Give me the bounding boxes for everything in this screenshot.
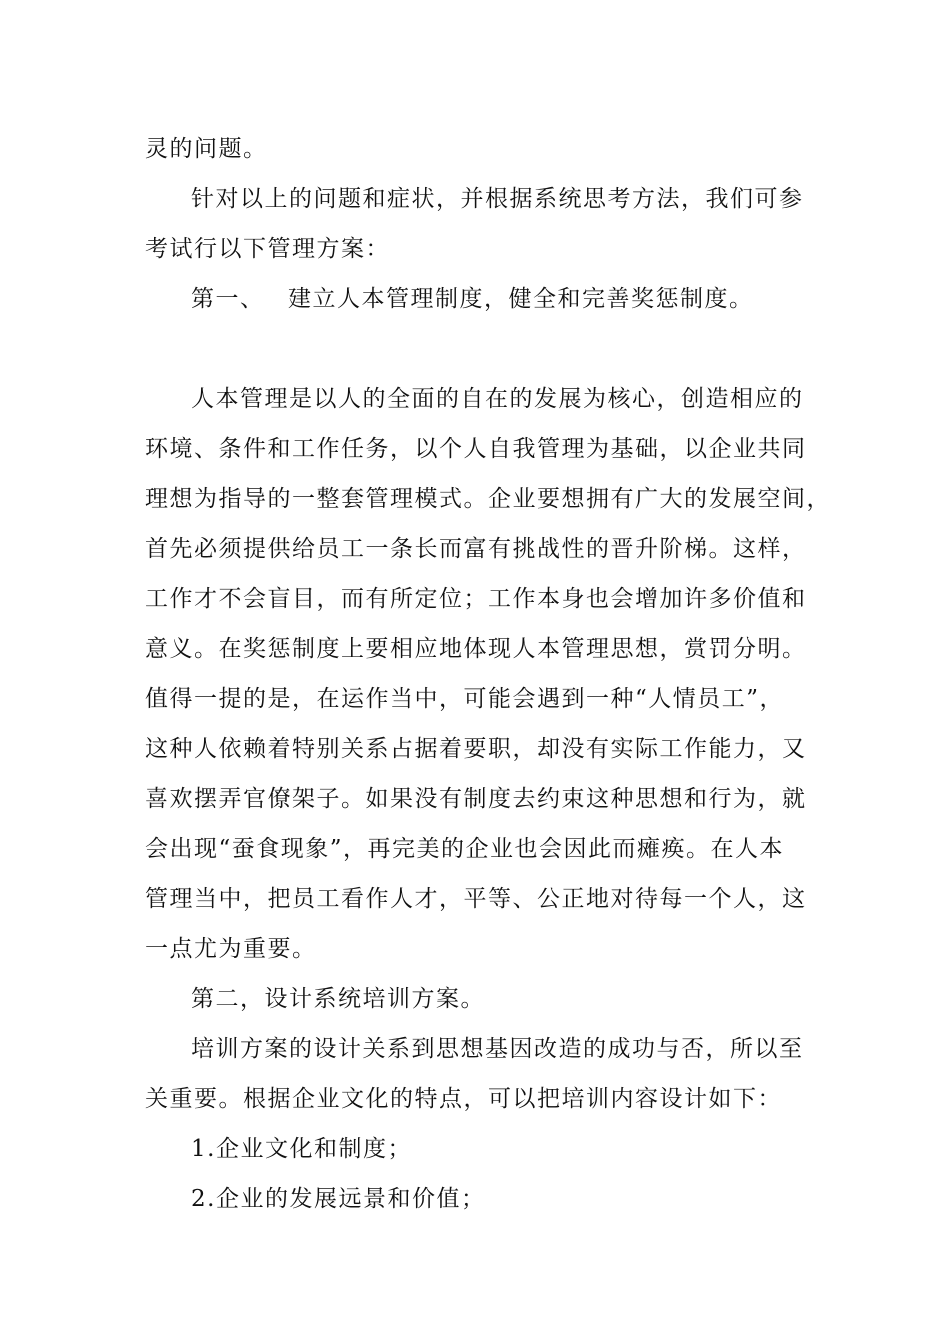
list-item: 2.企业的发展远景和价值； xyxy=(191,1186,486,1212)
paragraph-line: 理想为指导的一整套管理模式。企业要想拥有广大的发展空间， xyxy=(145,486,831,512)
paragraph-line: 针对以上的问题和症状，并根据系统思考方法，我们可参 xyxy=(191,186,804,212)
paragraph-line: 喜欢摆弄官僚架子。如果没有制度去约束这种思想和行为，就 xyxy=(145,786,807,812)
paragraph-line: 首先必须提供给员工一条长而富有挑战性的晋升阶梯。这样， xyxy=(145,536,807,562)
blank-line xyxy=(145,324,825,374)
paragraph-line: 意义。在奖惩制度上要相应地体现人本管理思想，赏罚分明。 xyxy=(145,636,807,662)
section-heading-2: 第二，设计系统培训方案。 xyxy=(191,986,485,1012)
paragraph-line: 环境、条件和工作任务，以个人自我管理为基础，以企业共同 xyxy=(145,436,807,462)
paragraph-line: 值得一提的是，在运作当中，可能会遇到一种“人情员工”， xyxy=(145,686,785,712)
paragraph-line: 培训方案的设计关系到思想基因改造的成功与否，所以至 xyxy=(191,1036,804,1062)
document-body xyxy=(145,124,831,1224)
paragraph-line: 灵的问题。 xyxy=(145,136,268,162)
section-heading-1-number: 第一、 xyxy=(191,286,265,312)
paragraph-line: 考试行以下管理方案： xyxy=(145,236,390,262)
paragraph-line: 一点尤为重要。 xyxy=(145,936,317,962)
section-heading-1-text: 建立人本管理制度，健全和完善奖惩制度。 xyxy=(288,286,754,312)
paragraph-line: 管理当中，把员工看作人才，平等、公正地对待每一个人，这 xyxy=(145,886,807,912)
paragraph-line: 这种人依赖着特别关系占据着要职，却没有实际工作能力，又 xyxy=(145,736,807,762)
paragraph-line: 关重要。根据企业文化的特点，可以把培训内容设计如下： xyxy=(145,1086,782,1112)
paragraph-line: 会出现“蚕食现象”，再完美的企业也会因此而瘫痪。在人本 xyxy=(145,836,785,862)
list-item: 1.企业文化和制度； xyxy=(191,1136,412,1162)
paragraph-line: 人本管理是以人的全面的自在的发展为核心，创造相应的 xyxy=(191,386,804,412)
paragraph-line: 工作才不会盲目，而有所定位；工作本身也会增加许多价值和 xyxy=(145,586,807,612)
section-heading-1 xyxy=(145,274,825,324)
